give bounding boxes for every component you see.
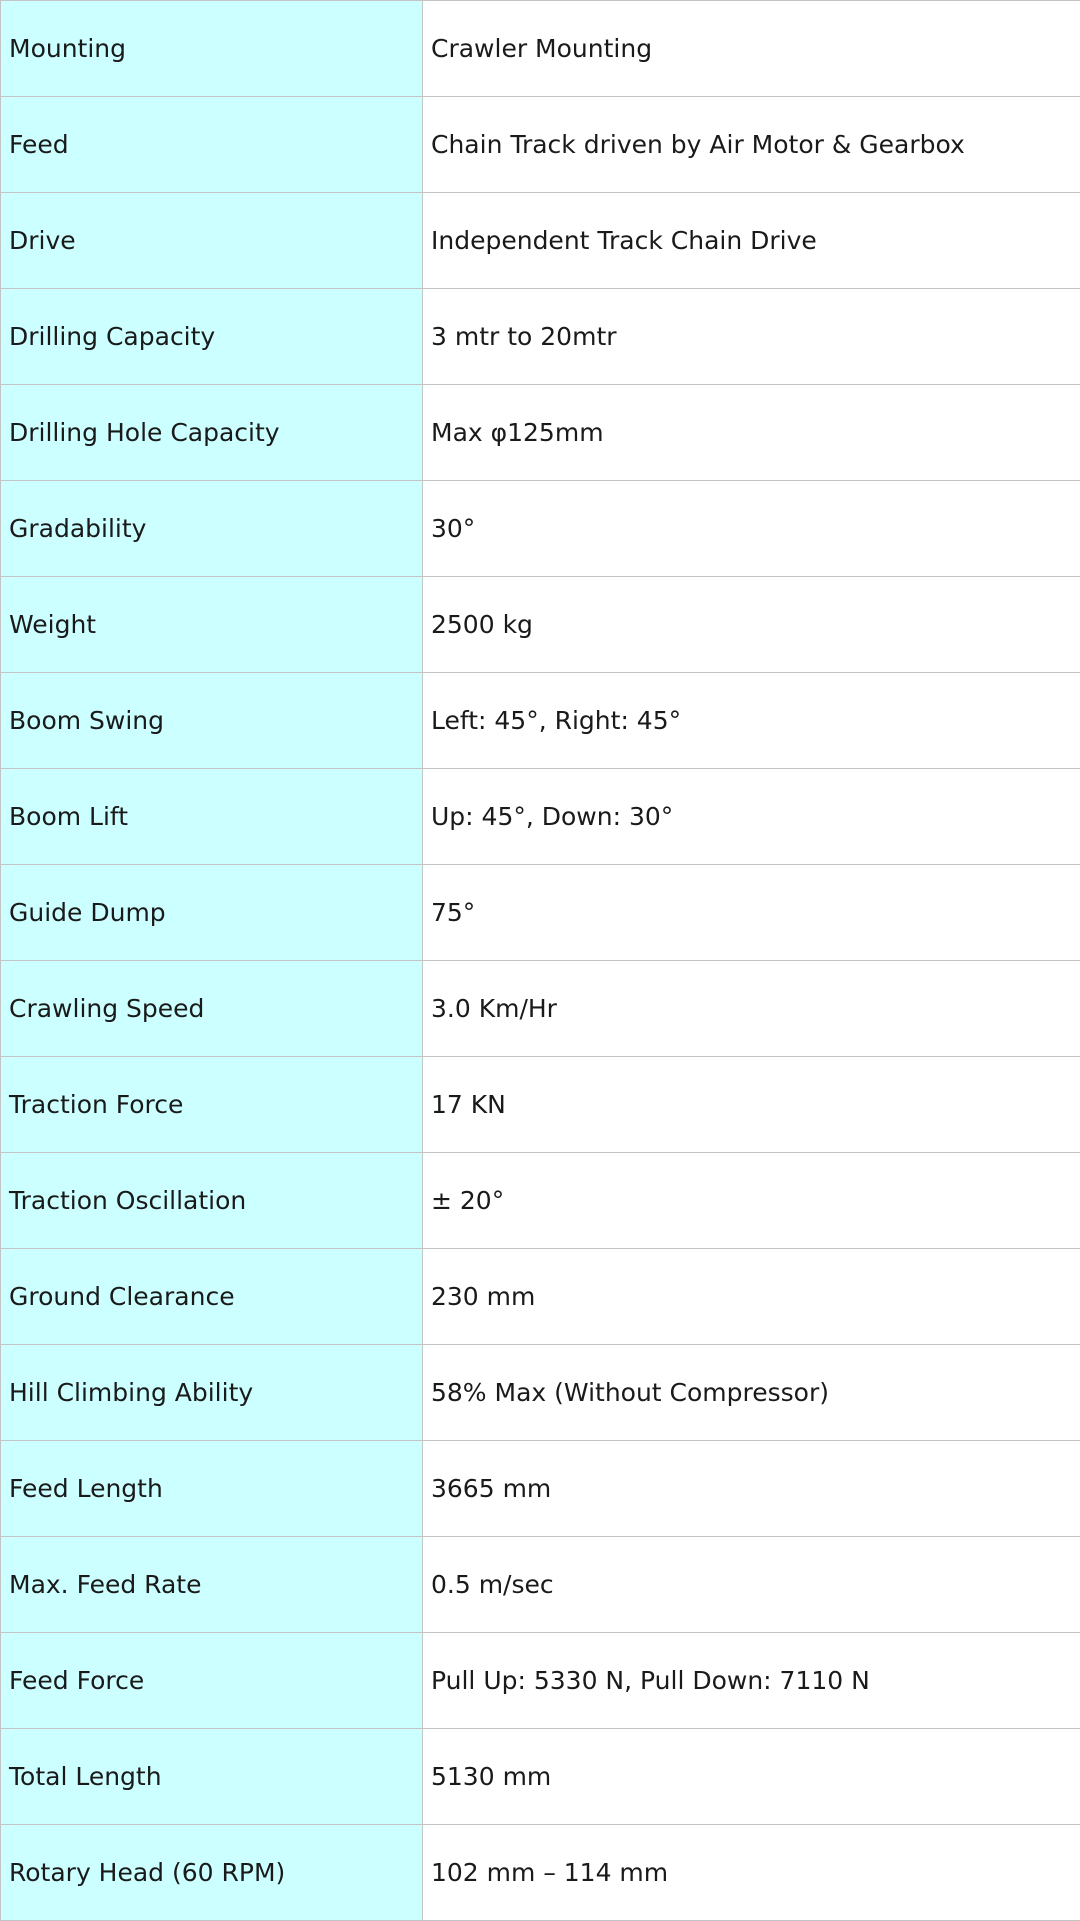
row-value: Crawler Mounting — [423, 1, 1080, 97]
row-label: Drive — [1, 193, 423, 289]
row-value: 5130 mm — [423, 1729, 1080, 1825]
row-label: Drilling Capacity — [1, 289, 423, 385]
table-row — [1, 1345, 1080, 1441]
row-label: Boom Swing — [1, 673, 423, 769]
row-label: Feed Force — [1, 1633, 423, 1729]
row-value: Independent Track Chain Drive — [423, 193, 1080, 289]
table-row — [1, 1153, 1080, 1249]
table-row — [1, 1249, 1080, 1345]
row-value: 0.5 m/sec — [423, 1537, 1080, 1633]
table-row — [1, 1, 1080, 97]
row-value: 3665 mm — [423, 1441, 1080, 1537]
row-value: 3.0 Km/Hr — [423, 961, 1080, 1057]
row-label: Mounting — [1, 1, 423, 97]
table-row — [1, 193, 1080, 289]
table-row — [1, 289, 1080, 385]
table-row — [1, 1633, 1080, 1729]
table-row — [1, 865, 1080, 961]
row-value: ± 20° — [423, 1153, 1080, 1249]
row-label: Max. Feed Rate — [1, 1537, 423, 1633]
row-value: 2500 kg — [423, 577, 1080, 673]
row-value: 30° — [423, 481, 1080, 577]
row-label: Guide Dump — [1, 865, 423, 961]
row-value: Up: 45°, Down: 30° — [423, 769, 1080, 865]
table-row — [1, 385, 1080, 481]
row-label: Boom Lift — [1, 769, 423, 865]
table-row — [1, 481, 1080, 577]
table-row — [1, 97, 1080, 193]
table-row — [1, 1729, 1080, 1825]
table-row — [1, 577, 1080, 673]
table-row — [1, 673, 1080, 769]
row-label: Weight — [1, 577, 423, 673]
table-row — [1, 1537, 1080, 1633]
row-value: 3 mtr to 20mtr — [423, 289, 1080, 385]
row-label: Traction Oscillation — [1, 1153, 423, 1249]
row-value: Pull Up: 5330 N, Pull Down: 7110 N — [423, 1633, 1080, 1729]
row-value: Left: 45°, Right: 45° — [423, 673, 1080, 769]
table-row — [1, 1441, 1080, 1537]
row-label: Total Length — [1, 1729, 423, 1825]
table-row — [1, 1057, 1080, 1153]
row-label: Feed — [1, 97, 423, 193]
table-row — [1, 961, 1080, 1057]
table-row — [1, 769, 1080, 865]
row-label: Crawling Speed — [1, 961, 423, 1057]
row-value: 58% Max (Without Compressor) — [423, 1345, 1080, 1441]
row-label: Drilling Hole Capacity — [1, 385, 423, 481]
row-label: Traction Force — [1, 1057, 423, 1153]
row-value: Chain Track driven by Air Motor & Gearbox — [423, 97, 1080, 193]
row-value: Max φ125mm — [423, 385, 1080, 481]
row-value: 75° — [423, 865, 1080, 961]
row-label: Rotary Head (60 RPM) — [1, 1825, 423, 1921]
row-value: 17 KN — [423, 1057, 1080, 1153]
row-value: 102 mm – 114 mm — [423, 1825, 1080, 1921]
row-label: Hill Climbing Ability — [1, 1345, 423, 1441]
row-value: 230 mm — [423, 1249, 1080, 1345]
table-row — [1, 1825, 1080, 1921]
row-label: Ground Clearance — [1, 1249, 423, 1345]
row-label: Gradability — [1, 481, 423, 577]
row-label: Feed Length — [1, 1441, 423, 1537]
spec-table-body — [1, 1, 1080, 1921]
